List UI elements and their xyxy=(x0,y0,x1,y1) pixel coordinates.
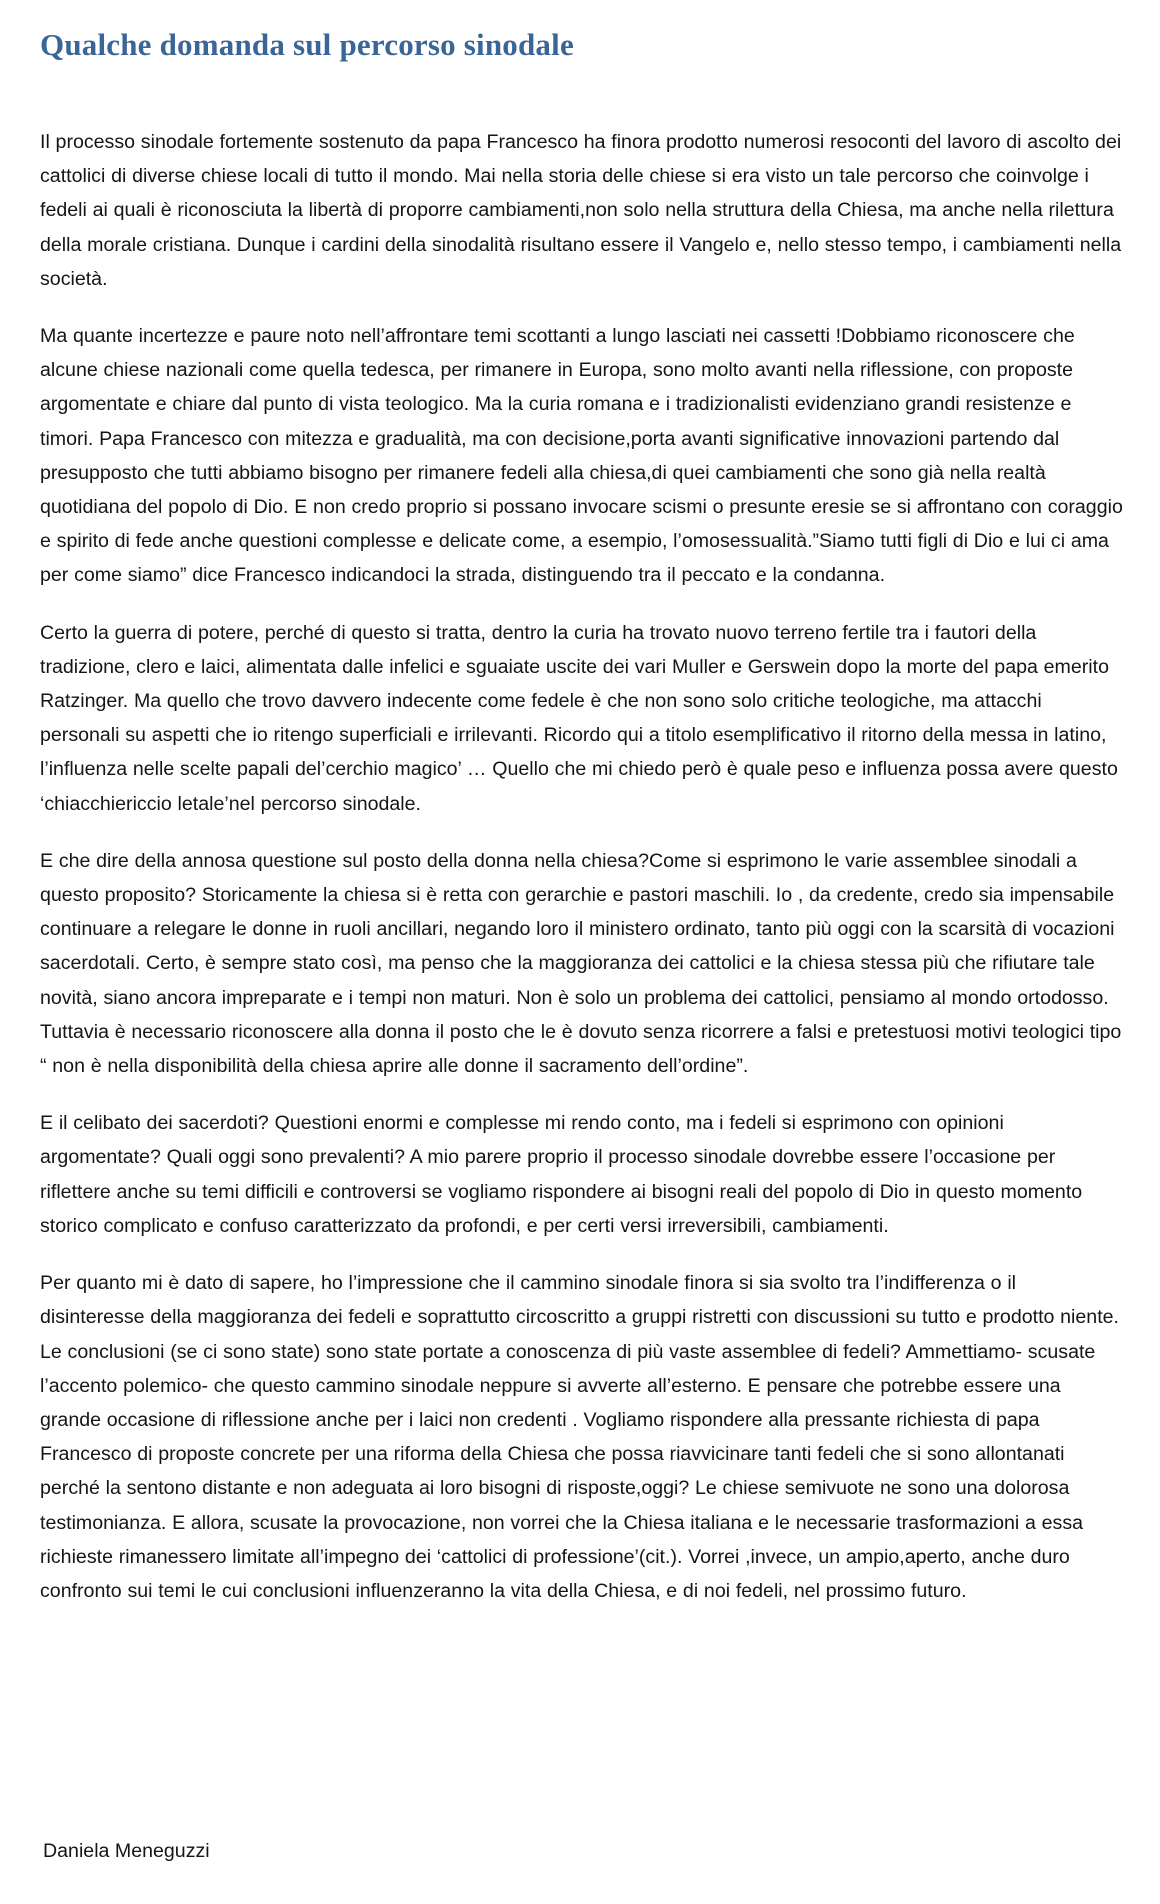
paragraph-6: Per quanto mi è dato di sapere, ho l’impressione che il cammino sinodale finora si sia svolto tra l’indifferenza o il disinteresse della maggioranza dei fedeli e soprattutto circoscritto a gruppi ristretti con discussioni su tutto e prodotto niente. Le conclusioni (se ci sono state) sono state portate a conoscenza di più vaste assemblee di fedeli? Ammettiamo- scusate l’accento polemico- che questo cammino sinodale neppure si avverte all’esterno. E pensare che potrebbe essere una grande occasione di riflessione anche per i laici non credenti . Vogliamo rispondere alla pressante richiesta di papa Francesco di proposte concrete per una riforma della Chiesa che possa riavvicinare tanti fedeli che si sono allontanati perché la sentono distante e non adeguata ai loro bisogni di risposte,oggi? Le chiese semivuote ne sono una dolorosa testimonianza. E allora, scusate la provocazione, non vorrei che la Chiesa italiana e le necessarie trasformazioni a essa richieste rimanessero limitate all’impegno dei ‘cattolici di professione’(cit.). Vorrei ,invece, un ampio,aperto, anche duro confronto sui temi le cui conclusioni influenzeranno la vita della Chiesa, e di noi fedeli, nel prossimo futuro. xyxy=(40,1272,1119,1602)
author-signature: Daniela Meneguzzi xyxy=(43,1840,210,1862)
paragraph-4: E che dire della annosa questione sul posto della donna nella chiesa?Come si esprimono le varie assemblee sinodali a questo proposito? Storicamente la chiesa si è retta con gerarchie e pastori maschili. Io , da credente, credo sia impensabile continuare a relegare le donne in ruoli ancillari, negando loro il ministero ordinato, tanto più oggi con la scarsità di vocazioni sacerdotali. Certo, è sempre stato così, ma penso che la maggioranza dei cattolici e la chiesa stessa più che rifiutare tale novità, siano ancora impreparate e i tempi non maturi. Non è solo un problema dei cattolici, pensiamo al mondo ortodosso. Tuttavia è necessario riconoscere alla donna il posto che le è dovuto senza ricorrere a falsi e pretestuosi motivi teologici tipo “ non è nella disponibilità della chiesa aprire alle donne il sacramento dell’ordine”. xyxy=(40,849,1122,1078)
paragraph-5: E il celibato dei sacerdoti? Questioni enormi e complesse mi rendo conto, ma i fedeli si esprimono con opinioni argomentate? Quali oggi sono prevalenti? A mio parere proprio il processo sinodale dovrebbe essere l’occasione per riflettere anche su temi difficili e controversi se vogliamo rispondere ai bisogni reali del popolo di Dio in questo momento storico complicato e confuso caratterizzato da profondi, e per certi versi irreversibili, cambiamenti. xyxy=(40,1112,1083,1237)
paragraph-3: Certo la guerra di potere, perché di questo si tratta, dentro la curia ha trovato nuovo terreno fertile tra i fautori della tradizione, clero e laici, alimentata dalle infelici e sguaiate uscite dei vari Muller e Gerswein dopo la morte del papa emerito Ratzinger. Ma quello che trovo davvero indecente come fedele è che non sono solo critiche teologiche, ma attacchi personali su aspetti che io ritengo superficiali e irrilevanti. Ricordo qui a titolo esemplificativo il ritorno della messa in latino, l’influenza nelle scelte papali del’cerchio magico’ … Quello che mi chiedo però è quale peso e influenza possa avere questo ‘chiacchiericcio letale’nel percorso sinodale. xyxy=(40,621,1118,815)
document-body xyxy=(40,125,1125,1631)
paragraph-1: Il processo sinodale fortemente sostenuto da papa Francesco ha finora prodotto numerosi resoconti del lavoro di ascolto dei cattolici di diverse chiese locali di tutto il mondo. Mai nella storia delle chiese si era visto un tale percorso che coinvolge i fedeli ai quali è riconosciuta la libertà di proporre cambiamenti,non solo nella struttura della Chiesa, ma anche nella rilettura della morale cristiana. Dunque i cardini della sinodalità risultano essere il Vangelo e, nello stesso tempo, i cambiamenti nella società. xyxy=(40,131,1122,290)
paragraph-2: Ma quante incertezze e paure noto nell’affrontare temi scottanti a lungo lasciati nei cassetti !Dobbiamo riconoscere che alcune chiese nazionali come quella tedesca, per rimanere in Europa, sono molto avanti nella riflessione, con proposte argomentate e chiare dal punto di vista teologico. Ma la curia romana e i tradizionalisti evidenziano grandi resistenze e timori. Papa Francesco con mitezza e gradualità, ma con decisione,porta avanti significative innovazioni partendo dal presupposto che tutti abbiamo bisogno per rimanere fedeli alla chiesa,di quei cambiamenti che sono già nella realtà quotidiana del popolo di Dio. E non credo proprio si possano invocare scismi o presunte eresie se si affrontano con coraggio e spirito di fede anche questioni complesse e delicate come, a esempio, l’omosessualità.”Siamo tutti figli di Dio e lui ci ama per come siamo” dice Francesco indicandoci la strada, distinguendo tra il peccato e la condanna. xyxy=(40,325,1123,587)
document-title: Qualche domanda sul percorso sinodale xyxy=(40,27,574,62)
